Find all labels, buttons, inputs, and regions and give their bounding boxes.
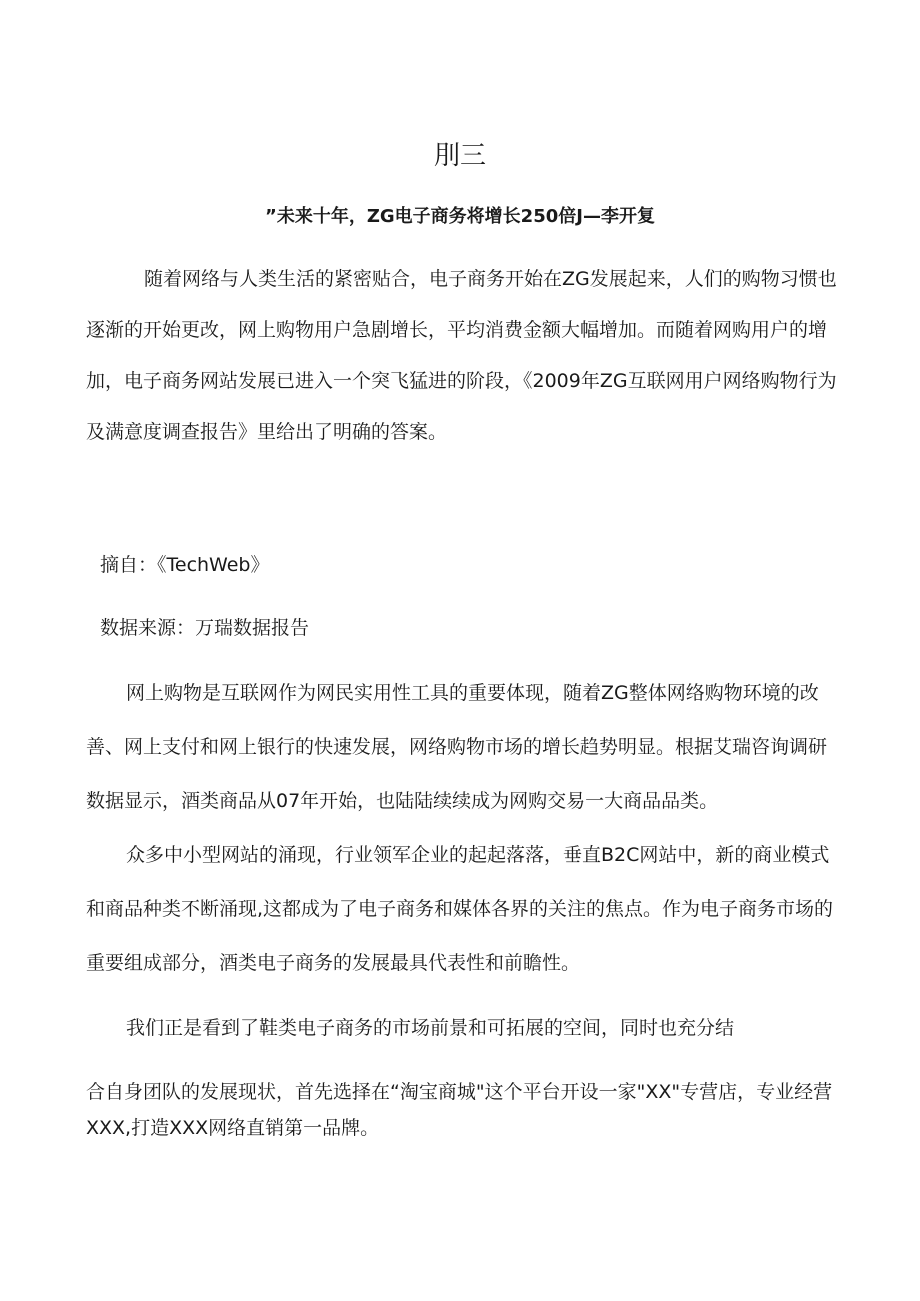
intro-paragraph: 随着网络与人类生活的紧密贴合，电子商务开始在ZG发展起来，人们的购物习惯也逐渐的开始更改，网上购物用户急剧增长，平均消费金额大幅增加。而随着网购用户的增加，电子商务网站发展已进入一个突飞猛进的阶段，《2009年ZG互联网用户网络购物行为及满意度调查报告》里给出了明确的答案。 [86, 268, 837, 443]
industry-paragraph: 众多中小型网站的涌现，行业领军企业的起起落落，垂直B2C网站中，新的商业模式和商品种类不断涌现,这都成为了电子商务和媒体各界的关注的焦点。作为电子商务市场的重要组成部分，酒类电子商务的发展最具代表性和前瞻性。 [86, 844, 834, 974]
epigraph-quote: ”未来十年，ZG电子商务将增长250倍J—李开复 [265, 206, 655, 227]
plan-paragraph-continuation: 合自身团队的发展现状，首先选择在“淘宝商城"这个平台开设一家"XX"专营店，专业经营XXX,打造XXX网络直销第一品牌。 [86, 1081, 833, 1139]
data-source: 数据来源：万瑞数据报告 [100, 617, 310, 639]
market-paragraph: 网上购物是互联网作为网民实用性工具的重要体现，随着ZG整体网络购物环境的改善、网上支付和网上银行的快速发展，网络购物市场的增长趋势明显。根据艾瑞咨询调研数据显示，酒类商品从07年开始，也陆陆续续成为网购交易一大商品品类。 [86, 682, 828, 812]
plan-paragraph-first-line: 我们正是看到了鞋类电子商务的市场前景和可拓展的空间，同时也充分结 [126, 1017, 735, 1039]
excerpt-source: 摘自：《TechWeb》 [100, 554, 270, 576]
page-title: 刖三 [433, 141, 486, 171]
